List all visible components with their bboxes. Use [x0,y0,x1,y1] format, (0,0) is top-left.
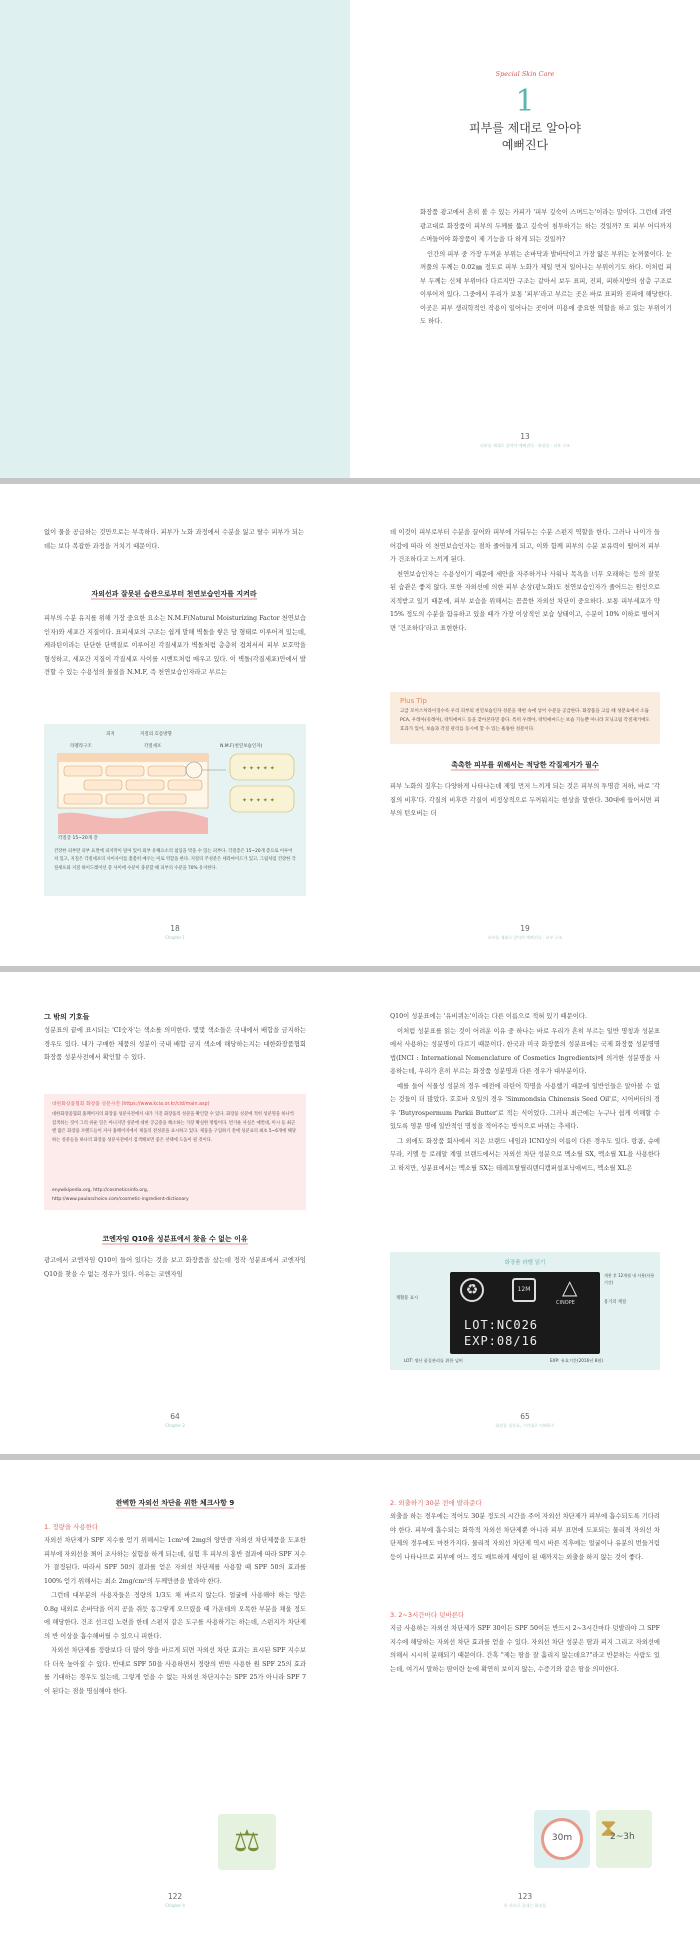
page-footer [0,924,350,940]
diagram-label-lamellar: 라멜라구조 [70,744,92,749]
section-heading-text: 자외선과 잘못된 습관으로부터 천연보습인자를 지켜라 [91,590,257,598]
recycle-triangle-icon: △ [562,1275,578,1299]
label-reading-figure [390,1252,660,1370]
checklist-item-title: 3. 2~3시간마다 덧바른다 [390,1611,465,1619]
scale-illustration [218,1814,276,1870]
diagram-label-sebum: 피지 [106,732,115,737]
hourglass-icon: ⧗ [600,1814,617,1842]
hourglass-label: 2~3h [610,1832,635,1842]
page-number: 18 [170,924,180,933]
page-number: 65 [520,1412,530,1421]
exp-text: EXP:08/16 [464,1334,539,1348]
skin-layer-diagram [44,724,306,896]
spread-4 [0,1460,700,1934]
section-heading [44,1234,306,1244]
checklist-item-title: 2. 외출하기 30분 전에 발라준다 [390,1499,482,1507]
section-heading: 그 밖의 기호들 [44,1013,90,1021]
chapter-title [350,120,700,154]
body-paragraph: 인간의 피부 중 가장 두꺼운 부위는 손바닥과 발바닥이고 가장 얇은 부위는 눈꺼풀이다. 눈꺼풀의 두께는 0.02㎜ 정도로 피부 노화가 제일 먼저 일어나는 부위이기도 하다. 이처럼 피부 두께는 신체 부위마다 다르지만 구조는 같아서 보두 표피, 진피, 피하지방의 삼층 구조로 이루어져 있다. 그중에서 우리가 보통 '피부'라고 부르는 곳은 바로 표피와 진피에 해당한다. 이곳은 피부 생리학적인 작용이 일어나는 곳이며 미용에 중요한 역할을 하고 있는 부위이기도 하다. [420,250,673,325]
body-paragraph: 데 이것이 피부로부터 수분을 끌어와 피부에 가둬두는 수분 스펀지 역할을 한다. 그러나 나이가 들어감에 따라 이 천연보습인자는 점차 줄어들게 되고, 이와 함께 피부의 수분 보유력이 떨어져 피부가 건조하다고 느끼게 된다. [390,529,660,563]
plus-tip-title: Plus Tip [400,697,427,705]
page-footer [0,1892,350,1908]
product-label-panel [450,1272,600,1354]
plus-tip-box [390,692,660,744]
page-footer [350,1412,700,1429]
label-lot: LOT: 생산 품질관리를 위한 넘버 [404,1358,463,1363]
section-heading [44,1498,306,1508]
container-material-text: CINOPE [556,1300,575,1306]
diagram-label-layers: 각질층 15~20개 층 [58,836,98,841]
cell-detail-bottom [230,786,294,812]
dictionary-text: 대한화장품협회 홈페이지의 화장품 성분사전에서 내가 가진 화장품의 성분을 확인할 수 있다. 화장품 성분에 적힌 성분명을 하나씩 검색하는 것이 그리 쉬운 일은 아니지만 성분에 대한 궁금증을 해소하는 가장 확실한 방법이다. 번거운 사실은 예컨대, 미시 등 최근엔 많은 화장품 브랜드들이 자사 홈페이지에서 제품의 전성분을 표시하고 있다. 제품을 구입하기 전에 성분표의 최초 5~6개에 해당하는 성분들을 하나의 화장품 성분사전에서 검색해보면 좋은 선택에 도움이 될 것이다. [52,1112,296,1143]
body-paragraph: Q10이 성분표에는 '유비퀴논'이라는 다른 이름으로 적혀 있기 때문이다. [390,1013,587,1020]
body-paragraph: 천연보습인자는 수용성이기 때문에 세안을 자주하거나 사워나 목욕을 너무 오래하는 등의 잘못된 습관은 좋지 않다. 또한 자외선에 의한 피부 손상(광노화)도 천연보습인자가 줄어드는 원인으로 지적받고 있기 때문에, 피부 보습을 위해서는 꼼꼼한 자외선 차단이 중요하다. 보통 피부세포가 약 15% 정도의 수분을 함유하고 있을 때가 가장 이상적인 보습 상태이고, 수분이 10% 이하로 떨어지면 '건조하다'라고 표현한다. [390,570,660,632]
dictionary-link-2[interactable]: http://www.paulaschoice.com/cosmetic-ingredient-dictionary [52,1197,189,1202]
page-number: 122 [167,1892,183,1901]
body-paragraph: 이처럼 성분표를 읽는 것이 어려운 이유 중 하나는 바로 우리가 흔히 부르는 일반 명칭과 성분표에서 사용하는 성분명이 다르기 때문이다. 한국과 미국 화장품의 성분표에는 국제 화장품 성분명명법(INCI : International Nomenclature of Cosmetics Ingredients)에 의거한 성분명을 사용하는데, 우리가 흔히 부르는 화장품 성분명과 다른 경우가 대부분이다. [390,1027,660,1075]
spread2-left-page [0,484,350,966]
body-paragraph: 자외선 차단제가 SPF 지수를 얻기 위해서는 1cm²에 2mg의 양만큼 자외선 차단제품을 도포한 피부에 자외선을 쬐어 조사하는 실험을 하게 되는데, 실험 후 피부의 홍반 결과에 따라 SPF 지수가 결정된다. 따라서 SPF 50의 결과를 얻은 자외선 차단제를 사용할 때 SPF 50의 효과를 100% 얻기 위해서는 최소 2mg/cm²의 두께만큼을 발라야 한다. [44,1537,306,1585]
diagram-label-lipid-flow: 지질의 흐름방향 [140,732,172,737]
recycle-icon: ♻ [460,1278,484,1302]
label-recycle: 재활용 표시 [396,1296,419,1301]
page-footer [350,1892,700,1909]
spread1-left-page [0,0,350,478]
page-footer [350,924,700,941]
spread4-left-page [0,1460,350,1934]
section-heading [390,760,660,770]
body-paragraph: 성분표의 끝에 표시되는 'CI숫자'는 색소를 의미한다. 몇몇 색소들은 국내에서 배합을 금지하는 경우도 있다. 내가 구매한 제품의 성분이 국내 배합 금지 색소에 해당하는지는 대한화장품협회 화장품 성분사전에서 확인할 수 있다. [44,1027,306,1061]
plus-tip-text: 고급 모이스처라이징수록 우리 피부의 천연보습인자 성분을 재현 속에 넣어 수분을 공급한다. 화장품을 고를 때 성분표에서 소듐PCA, 우레아(유레아), 락틱애씨드 등을 찾아본다면 좋다. 특히 우레아, 락틱애씨드는 보습 기능뿐 아니라 모닝크림 각질제거에도 효과가 있어, 보습과 각질 관리를 동시에 할 수 있는 훌륭한 성분이다. [400,709,650,732]
chapter-title-line2: 예뻐진다 [501,138,549,152]
diagram-label-corneocyte: 각질세포 [144,744,162,749]
spread3-left-page [0,972,350,1454]
figure-title: 화장품 라벨 읽기 [504,1260,546,1266]
page-number: 64 [170,1412,180,1421]
spread3-right-page [350,972,700,1454]
section-heading-text: 완벽한 자외선 차단을 위한 체크사항 9 [115,1499,235,1507]
spread-1 [0,0,700,478]
spread4-right-page [350,1460,700,1934]
body-paragraph: 그런데 대부분의 사용자들은 정량의 1/3도 채 바르지 않는다. 얼굴에 사용해야 하는 양은 0.8g 내외로 손바닥을 어지 공을 쥐듯 동그랗게 오므렸을 때 가운데의 오목한 부분을 채울 정도에 해당한다. 건조 선크림 노련을 한데 스펀지 같은 도구를 사용하기는 하는데, 스펀지가 차단제의 반 이상을 흡수해버릴 수 있으니 피한다. [44,1592,306,1640]
svg-text:✦ ✦ ✦ ✦ ✦: ✦ ✦ ✦ ✦ ✦ [242,765,275,772]
svg-text:✦ ✦ ✦ ✦ ✦: ✦ ✦ ✦ ✦ ✦ [242,797,275,804]
hourglass-illustration [596,1810,652,1868]
page-number: 13 [520,432,530,441]
dictionary-link-1[interactable]: enywikipedia.org, http://cosmeticsinfo.org, [52,1188,149,1193]
body-paragraph: 화장품 광고에서 흔히 볼 수 있는 카피가 '피부 깊숙이 스며드는'이라는 말이다. 그런데 과연 광고대로 화장품이 피부의 두께를 뚫고 깊숙이 침투하기는 하는 것일까? 또 피부 어디까지 스며들어야 화장품이 제 기능을 다 하게 되는 것일까? [420,209,672,243]
jar-icon: 12M [512,1278,536,1302]
spread1-right-page [350,0,700,478]
body-paragraph: 예를 들어 식물성 성분의 경우 예전에 라틴어 학명을 사용했기 때문에 일반인들은 알아볼 수 없는 것들이 더 많았다. 호호바 오일의 경우 'Simmondsia Chinensis Seed Oil'로, 시어버터의 경우 'Butyrospermum Parkii Butter'로 적는 식이었다. 그러나 최근에는 누구나 쉽게 이해할 수 있도록 영문 명에 일반적인 명칭을 적어주는 방식으로 바뀌는 추세다. [390,1082,660,1130]
clock-icon [541,1818,583,1860]
spread-2 [0,484,700,966]
dictionary-title: 대한화장품협회 화장품 성분사전 (https://www.kcia.or.kr/cid/main.asp) [52,1102,210,1107]
label-exp: EXP: 유효기간(2016년 8월) [550,1358,603,1363]
body-paragraph: 그 외에도 화장품 회사에서 지은 브랜드 네임과 ICNI상의 이름이 다른 경우도 있다. 랑콤, 슈에무라, 키엘 등 로레알 계열 브랜드에서는 자외선 차단 성분으로 멕소릴 SX, 멕소릴 XL을 사용한다고 하지만, 성분표에서는 멕소릴 SX는 테레프탈릴리덴디캠퍼설포닉애씨드, 멕소릴 XL은 [390,1137,660,1172]
running-footer: 피부를 제대로 알아야 예뻐진다 · 피부 구조 [487,935,563,940]
skin-cross-section [58,754,208,834]
label-period-after-opening: 개봉 후 12개월 내 사용(사용기간) [604,1273,655,1285]
diagram-label-nmf: N.M.F(천연보습인자) [220,744,263,749]
scale-icon: ⚖ [233,1824,261,1859]
clock-label: 30m [551,1833,573,1843]
body-paragraph: 외출을 하는 경우에는 적어도 30분 정도의 시간을 주어 자외선 차단제가 피부에 흡수되도록 기다려야 한다. 피부에 흡수되는 화학적 자외선 차단제뿐 아니라 피부 표면에 도포되는 물리적 자외선 차단제의 경우에도 마찬가지다. 물리적 자외선 차단제 역시 바른 직후에는 얼굴이나 유분의 번들거림 등이 나타나므로 피부에 어느 정도 매트하게 세팅이 된 때까지는 외출을 하지 않는 것이 좋다. [390,1513,660,1561]
diagram-caption: 건강한 피부란 피부 표면에 피지막이 덮여 있어 외부 유해요소의 침입을 막을 수 있는 피부다. 각질층은 15~20개 층으로 이루어져 있고, 지질은 각질세포의 사이사이를 촘촘히 메우는 미로 역할을 한다. 지질의 주성분은 세라마이드가 있고, 그림처럼 건강한 각질세포와 지질 하이드레이션 층 사이에 수분이 충분할 때 피부의 수분을 70% 유지한다. [54,849,296,871]
body-paragraph: 자외선 차단제를 정량보다 더 많이 양을 바르게 되면 자외선 차단 효과는 표시된 SPF 지수보다 더욱 높아질 수 있다. 반대로 SPF 50을 사용하면서 정량의 반만 사용한 원 SPF 25의 효과를 기대하는 경우도 있는데, 그렇게 얻을 수 없는 자외선 차단지수는 SPF 25가 아니라 SPF 7이 된다는 점을 명심해야 한다. [44,1647,306,1695]
clock-illustration [534,1810,590,1868]
section-heading-text: 촉촉한 피부를 위해서는 적당한 각질제거가 필수 [451,761,599,769]
section-heading [44,589,304,599]
body-paragraph: 광고에서 코엔자임 Q10이 들어 있다는 것을 보고 화장품을 샀는데 정작 성분표에서 코엔자임 Q10을 찾을 수 없는 경우가 있다. 이유는 코엔자임 [44,1257,306,1278]
page-footer [350,432,700,449]
chapter-body [420,206,672,330]
running-footer: Chapter 2 [165,1423,185,1428]
running-footer: Chapter 4 [165,1903,185,1908]
section-heading-text: 코엔자임 Q10을 성분표에서 찾을 수 없는 이유 [102,1235,248,1243]
body-paragraph: 지금 사용하는 자외선 차단제가 SPF 30이든 SPF 50이든 반드시 2~3시간마다 덧발라야 그 SPF 지수에 해당하는 자외선 차단 효과를 얻을 수 있다. 자외선 차단 성분은 땀과 피지 그리고 자외선에 의해서 시시히 분해되기 때문이다. 간혹 "제는 땀을 잘 흘리지 않는데요?"라고 반문하는 사람도 있는데, 여기서 말하는 땀이란 눈에 확연히 보이지 않는, 수증기와 같은 땀을 의미한다. [390,1625,660,1673]
lot-text: LOT:NC026 [464,1318,539,1332]
cell-detail-top [230,754,294,780]
chapter-number: 1 [515,84,535,119]
page-number: 19 [520,924,530,933]
body-text [44,1534,306,1699]
checklist-item-title: 1. 정량을 사용한다 [44,1523,99,1531]
running-footer: 피부를 제대로 알아야 예뻐진다 · 화장품 · 피부 구조 [480,443,570,448]
body-paragraph: 피부 노화의 징후는 다양하게 나타나는데 제일 먼저 느끼게 되는 것은 피부의 투명감 저하, 바로 '각질의 비후'다. 각질의 비후란 각질이 비정상적으로 두꺼워지는 현상을 말한다. 30대에 들어서면 피부의 턴오버는 더 [390,783,660,817]
running-footer: 화장품 성분표, 그린대로 이해하기 [495,1423,555,1428]
body-text [390,1010,660,1176]
intro-text: 없이 물을 공급하는 것만으로는 부족하다. 피부가 노화 과정에서 수분을 잃고 탈수 피부가 되는 데는 보다 복잡한 과정을 거치기 때문이다. [44,529,304,550]
running-footer: Chapter 1 [165,935,185,940]
spread-3 [0,972,700,1454]
spread2-right-page [350,484,700,966]
running-footer: 한 권으로 끝내는 화장품 [503,1903,547,1908]
page-number: 123 [517,1892,533,1901]
label-material: 용기의 재질 [604,1300,627,1305]
page-footer [0,1412,350,1428]
ingredient-dictionary-box [44,1094,306,1210]
body-text [390,526,660,636]
chapter-kicker: Special Skin Care [495,70,555,78]
body-paragraph: 피부의 수분 유지를 위해 가장 중요한 요소는 N.M.F(Natural Moisturizing Factor 천연보습인자)와 세포간 지질이다. 표피세포의 구조는 쉽게 말해 벽돌을 쌓은 담 형태로 이루어져 있는데, 케라틴이라는 단단한 단백질로 이루어진 각질세포가 벽돌처럼 층층히 겹쳐서서 피부 보호막을 형성하고, 세포간 지질이 각질세포 사이를 시멘트처럼 메우고 있다. 이 벽돌(각질세포)안에서 발견할 수 있는 수용성의 물질을 N.M.F, 즉 천연보습인자라고 부르는 [44,615,306,676]
chapter-title-line1: 피부를 제대로 알아야 [469,121,581,135]
